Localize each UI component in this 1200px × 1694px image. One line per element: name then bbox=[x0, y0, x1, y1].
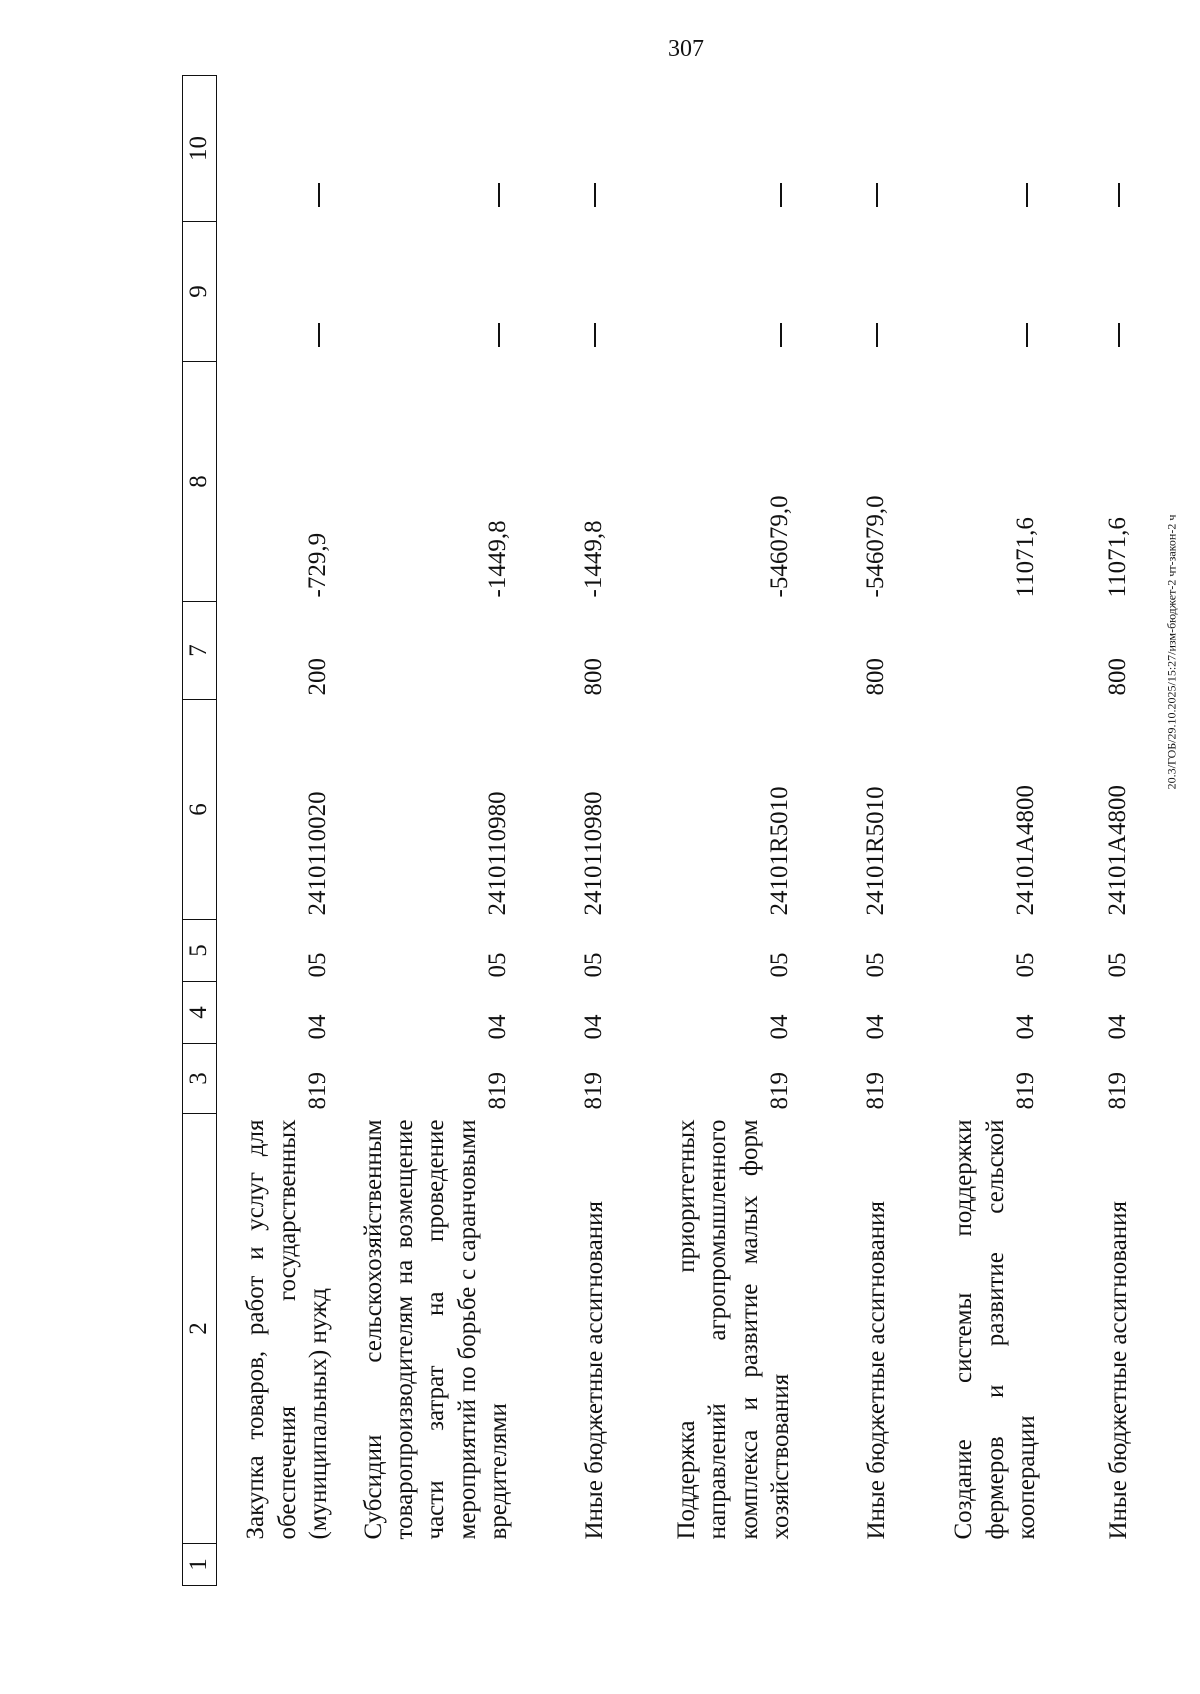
cell-col-4: 04 bbox=[1011, 1014, 1039, 1040]
header-col-2: 2 bbox=[183, 1114, 217, 1544]
table-header bbox=[183, 76, 217, 1586]
cell-col-7 bbox=[340, 602, 520, 700]
header-col-1: 1 bbox=[183, 1544, 217, 1586]
header-col-8: 8 bbox=[183, 362, 217, 602]
dash-mark bbox=[876, 324, 878, 348]
footer-code bbox=[1165, 262, 1179, 1042]
dash-mark bbox=[1026, 184, 1028, 208]
header-col-5: 5 bbox=[183, 920, 217, 982]
cell-col-7: 800 bbox=[861, 658, 889, 696]
cell-dash-col-9 bbox=[340, 222, 520, 362]
cell-col-1 bbox=[802, 1544, 898, 1586]
cell-dash-col-10 bbox=[216, 76, 340, 222]
dash-mark bbox=[1026, 324, 1028, 348]
cell-col-6: 2410110020 bbox=[303, 791, 331, 916]
cell-col-2: Иные бюджетные ассигнования bbox=[1104, 1200, 1132, 1540]
cell-col-8: 11071,6 bbox=[1011, 517, 1039, 598]
cell-dash-col-10 bbox=[616, 76, 802, 222]
cell-col-4: 04 bbox=[765, 1014, 793, 1040]
cell-dash-col-9 bbox=[1048, 222, 1140, 362]
cell-col-2: Создание системы поддержки фермеров и развитие сельской кооперации bbox=[950, 1119, 1040, 1540]
header-col-6: 6 bbox=[183, 700, 217, 920]
header-col-7: 7 bbox=[183, 602, 217, 700]
cell-col-5: 05 bbox=[765, 952, 793, 978]
cell-col-5: 05 bbox=[483, 952, 511, 978]
header-col-3: 3 bbox=[183, 1044, 217, 1114]
cell-col-3: 819 bbox=[1011, 1072, 1039, 1110]
dash-mark bbox=[780, 324, 782, 348]
cell-col-4: 04 bbox=[483, 1014, 511, 1040]
dash-mark bbox=[594, 184, 596, 208]
cell-col-3: 819 bbox=[303, 1072, 331, 1110]
dash-mark bbox=[498, 184, 500, 208]
cell-col-1 bbox=[520, 1544, 616, 1586]
cell-col-2: Поддержка приоритетных направлений агропромышленного комплекса и развитие малых форм хозяйствования bbox=[673, 1119, 794, 1540]
cell-col-1 bbox=[216, 1544, 340, 1586]
cell-dash-col-10 bbox=[520, 76, 616, 222]
cell-col-1 bbox=[340, 1544, 520, 1586]
dash-mark bbox=[318, 184, 320, 208]
header-col-4: 4 bbox=[183, 982, 217, 1044]
cell-col-7 bbox=[898, 602, 1048, 700]
table-row bbox=[1048, 76, 1140, 1586]
cell-dash-col-9 bbox=[898, 222, 1048, 362]
cell-col-3: 819 bbox=[1103, 1072, 1131, 1110]
table-row bbox=[340, 76, 520, 1586]
cell-col-7: 200 bbox=[303, 658, 331, 696]
cell-dash-col-9 bbox=[616, 222, 802, 362]
cell-col-1 bbox=[616, 1544, 802, 1586]
cell-col-3: 819 bbox=[579, 1072, 607, 1110]
header-row bbox=[183, 76, 217, 1586]
cell-col-4: 04 bbox=[861, 1014, 889, 1040]
cell-dash-col-10 bbox=[1048, 76, 1140, 222]
cell-col-8: -546079,0 bbox=[765, 495, 793, 598]
cell-col-7 bbox=[616, 602, 802, 700]
cell-col-2: Иные бюджетные ассигнования bbox=[862, 1200, 890, 1540]
cell-col-2: Субсидии сельскохозяйственным товаропроизводителям на возмещение части затрат на проведение мероприятий по борьбе с саранчовыми вредителями bbox=[359, 1119, 512, 1540]
cell-col-6: 24101A4800 bbox=[1103, 784, 1131, 916]
cell-col-8: -1449,8 bbox=[483, 520, 511, 598]
cell-dash-col-9 bbox=[216, 222, 340, 362]
dash-mark bbox=[1118, 184, 1120, 208]
table-body bbox=[216, 76, 1140, 1586]
cell-col-1 bbox=[898, 1544, 1048, 1586]
dash-mark bbox=[318, 324, 320, 348]
cell-col-4: 04 bbox=[1103, 1014, 1131, 1040]
budget-sheet bbox=[182, 76, 1132, 1586]
cell-col-6: 24101R5010 bbox=[861, 786, 889, 916]
cell-col-2: Закупка товаров, работ и услуг для обеспечения государственных (муниципальных) нужд bbox=[242, 1119, 332, 1540]
budget-sheet-rotated bbox=[182, 76, 1132, 1586]
dash-mark bbox=[594, 324, 596, 348]
cell-col-4: 04 bbox=[579, 1014, 607, 1040]
page-number: 307 bbox=[668, 36, 704, 62]
budget-table bbox=[182, 75, 1140, 1586]
cell-col-6: 24101A4800 bbox=[1011, 784, 1039, 916]
cell-dash-col-10 bbox=[898, 76, 1048, 222]
cell-col-5: 05 bbox=[1011, 952, 1039, 978]
cell-col-6: 2410110980 bbox=[579, 791, 607, 916]
cell-col-7: 800 bbox=[1103, 658, 1131, 696]
dash-mark bbox=[1118, 324, 1120, 348]
cell-col-3: 819 bbox=[483, 1072, 511, 1110]
cell-col-7: 800 bbox=[579, 658, 607, 696]
table-row bbox=[616, 76, 802, 1586]
cell-col-8: -546079,0 bbox=[861, 495, 889, 598]
cell-col-1 bbox=[1048, 1544, 1140, 1586]
dash-mark bbox=[498, 324, 500, 348]
cell-col-2: Иные бюджетные ассигнования bbox=[580, 1200, 608, 1540]
cell-dash-col-9 bbox=[520, 222, 616, 362]
cell-col-8: 11071,6 bbox=[1103, 517, 1131, 598]
cell-dash-col-10 bbox=[802, 76, 898, 222]
footer-code-text: 20.3/ГОБ/29.10.2025/15:27/изм-бюджет-2 чт-закон-2 ч bbox=[1164, 514, 1179, 790]
dash-mark bbox=[780, 184, 782, 208]
table-row bbox=[216, 76, 340, 1586]
cell-dash-col-9 bbox=[802, 222, 898, 362]
cell-col-3: 819 bbox=[765, 1072, 793, 1110]
cell-dash-col-10 bbox=[340, 76, 520, 222]
cell-col-6: 2410110980 bbox=[483, 791, 511, 916]
cell-col-5: 05 bbox=[1103, 952, 1131, 978]
cell-col-8: -1449,8 bbox=[579, 520, 607, 598]
header-col-10: 10 bbox=[183, 76, 217, 222]
cell-col-3: 819 bbox=[861, 1072, 889, 1110]
cell-col-5: 05 bbox=[303, 952, 331, 978]
dash-mark bbox=[876, 184, 878, 208]
cell-col-8: -729,9 bbox=[303, 532, 331, 598]
header-col-9: 9 bbox=[183, 222, 217, 362]
table-row bbox=[802, 76, 898, 1586]
table-row bbox=[520, 76, 616, 1586]
cell-col-6: 24101R5010 bbox=[765, 786, 793, 916]
cell-col-4: 04 bbox=[303, 1014, 331, 1040]
table-row bbox=[898, 76, 1048, 1586]
cell-col-5: 05 bbox=[579, 952, 607, 978]
cell-col-5: 05 bbox=[861, 952, 889, 978]
